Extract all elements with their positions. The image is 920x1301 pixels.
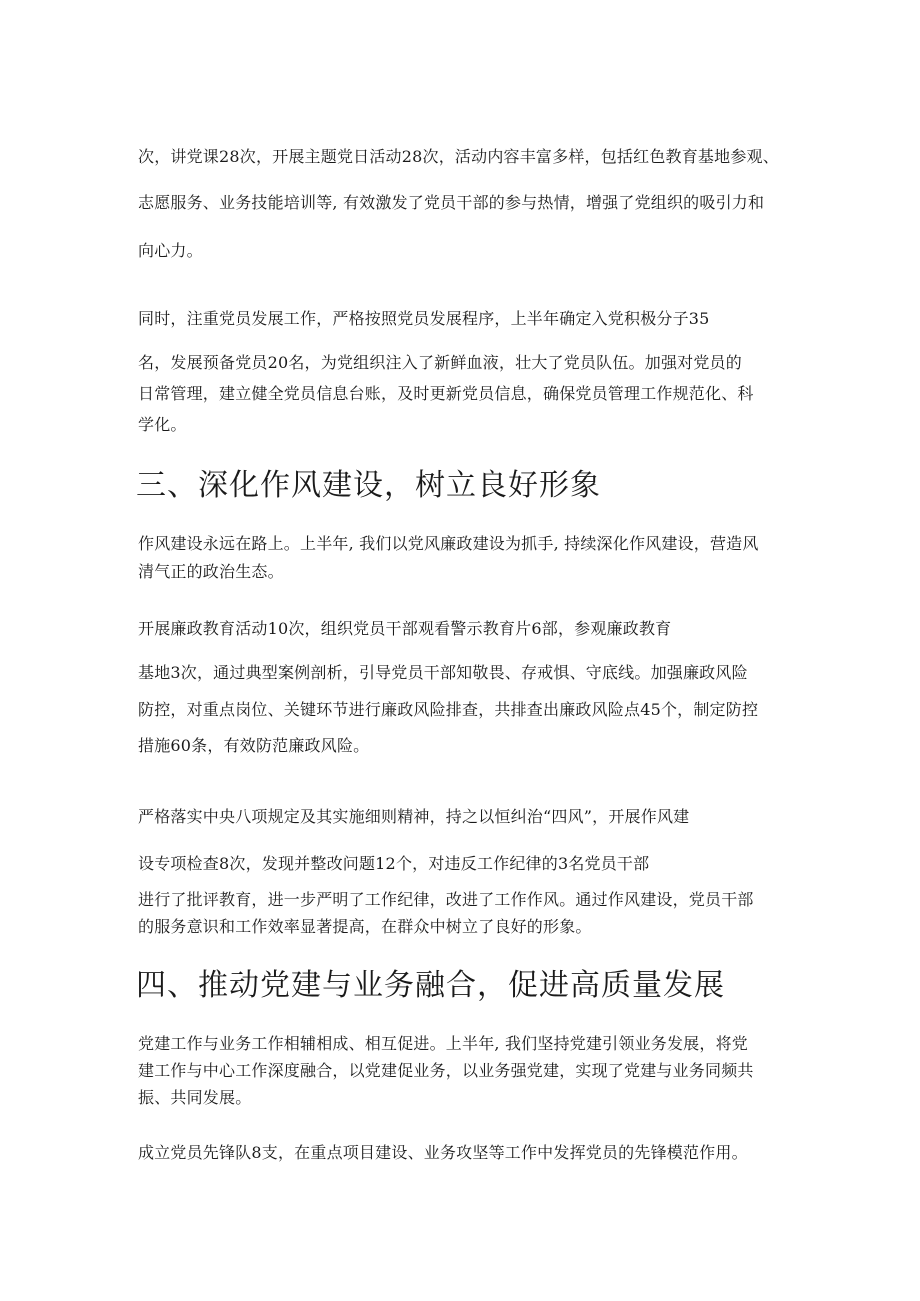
paragraph-line: 次，讲党课28次，开展主题党日活动28次，活动内容丰富多样，包括红色教育基地参观、 bbox=[138, 147, 779, 166]
paragraph-line: 向心力。 bbox=[138, 241, 203, 260]
paragraph-line: 作风建设永远在路上。上半年, 我们以党风廉政建设为抓手, 持续深化作风建设，营造风 bbox=[138, 534, 759, 553]
paragraph-line: 严格落实中央八项规定及其实施细则精神，持之以恒纠治“四风”，开展作风建 bbox=[138, 807, 690, 826]
paragraph-line: 志愿服务、业务技能培训等, 有效激发了党员干部的参与热情，增强了党组织的吸引力和 bbox=[138, 193, 765, 212]
paragraph-line: 设专项检查8次，发现并整改问题12个，对违反工作纪律的3名党员干部 bbox=[138, 854, 650, 873]
paragraph-line: 同时，注重党员发展工作，严格按照党员发展程序，上半年确定入党积极分子35 bbox=[138, 309, 710, 328]
section-heading-4: 四、推动党建与业务融合，促进高质量发展 bbox=[136, 968, 725, 1003]
paragraph-line: 进行了批评教育，进一步严明了工作纪律，改进了工作作风。通过作风建设，党员干部 bbox=[138, 890, 754, 909]
paragraph-line: 开展廉政教育活动10次，组织党员干部观看警示教育片6部，参观廉政教育 bbox=[138, 619, 672, 638]
paragraph-line: 名，发展预备党员20名，为党组织注入了新鲜血液，壮大了党员队伍。加强对党员的 bbox=[138, 353, 742, 372]
paragraph-line: 防控，对重点岗位、关键环节进行廉政风险排查，共排查出廉政风险点45个，制定防控 bbox=[138, 700, 759, 719]
paragraph-line: 日常管理，建立健全党员信息台账，及时更新党员信息，确保党员管理工作规范化、科 bbox=[138, 384, 754, 403]
paragraph-line: 成立党员先锋队8支，在重点项目建设、业务攻坚等工作中发挥党员的先锋模范作用。 bbox=[138, 1143, 748, 1162]
paragraph-line: 建工作与中心工作深度融合，以党建促业务，以业务强党建，实现了党建与业务同频共 bbox=[138, 1061, 754, 1080]
paragraph-line: 措施60条，有效防范廉政风险。 bbox=[138, 736, 370, 755]
paragraph-line: 清气正的政治生态。 bbox=[138, 562, 284, 581]
paragraph-line: 基地3次，通过典型案例剖析，引导党员干部知敬畏、存戒惧、守底线。加强廉政风险 bbox=[138, 663, 748, 682]
section-heading-3: 三、深化作风建设，树立良好形象 bbox=[136, 468, 601, 503]
paragraph-line: 振、共同发展。 bbox=[138, 1088, 252, 1107]
paragraph-line: 的服务意识和工作效率显著提高，在群众中树立了良好的形象。 bbox=[138, 917, 592, 936]
paragraph-line: 党建工作与业务工作相辅相成、相互促进。上半年, 我们坚持党建引领业务发展，将党 bbox=[138, 1034, 748, 1053]
paragraph-line: 学化。 bbox=[138, 415, 187, 434]
